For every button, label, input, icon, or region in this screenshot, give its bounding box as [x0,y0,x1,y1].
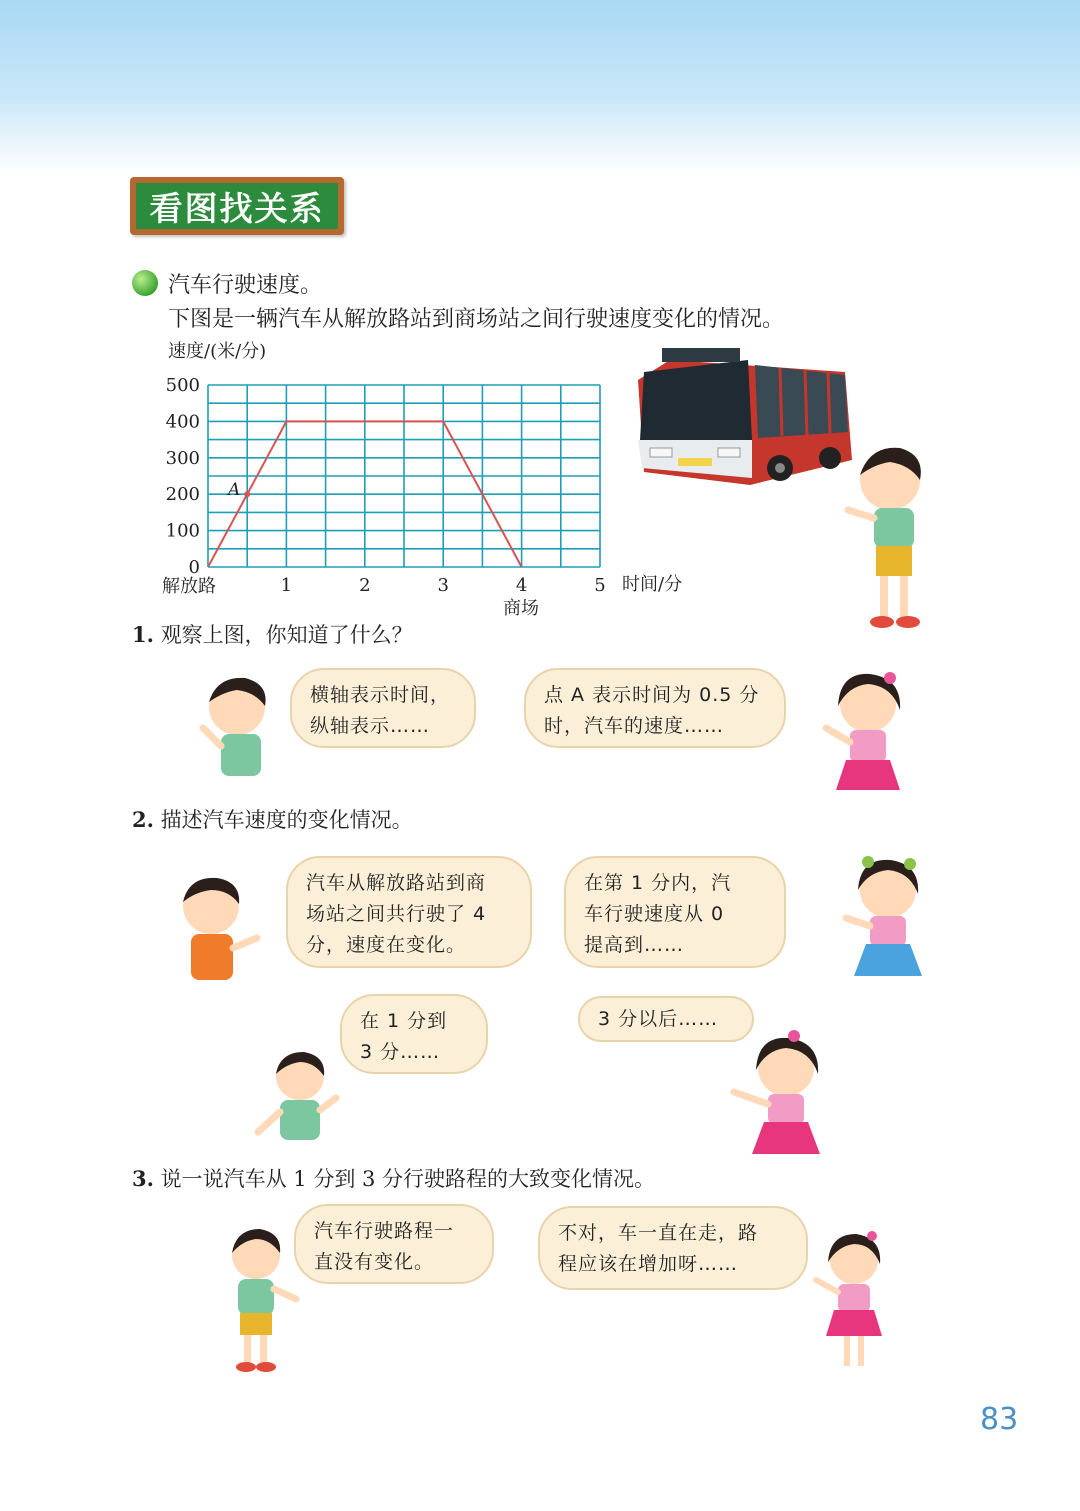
section-title: 看图找关系 [136,183,338,229]
section-title-board [130,177,344,235]
speech-bubble-7 [294,1204,494,1284]
x-axis-label: 时间/分 [622,574,683,595]
bubble-7-line-1: 汽车行驶路程一 [314,1220,455,1242]
speech-bubble-2 [524,668,786,748]
bubble-5-line-1: 在 1 分到 [360,1010,448,1032]
x-tick-labels [281,575,606,596]
girl-illustration-1 [818,668,918,798]
y-tick-label: 0 [188,557,200,578]
question-2 [132,804,413,834]
y-tick-label: 400 [165,411,200,433]
y-tick-label: 100 [165,520,200,542]
y-axis-label: 速度/(米/分) [168,341,267,362]
y-tick-label: 300 [165,447,200,469]
bubble-3-line-2: 场站之间共行驶了 4 [306,903,487,925]
bubble-3-line-3: 分，速度在变化。 [306,934,467,956]
question-1-text: 观察上图，你知道了什么？ [160,623,413,647]
start-label: 解放路 [162,576,216,597]
bubble-2-line-1: 点 A 表示时间为 0.5 分 [544,684,760,706]
speed-time-chart [150,335,710,625]
y-tick-label: 500 [165,375,200,396]
question-3 [132,1163,655,1193]
bubble-7-line-2: 直没有变化。 [314,1251,435,1273]
boy-illustration-3 [175,872,270,984]
bubble-2-line-2: 时，汽车的速度…… [544,715,725,737]
sky-gradient-header [0,0,1080,175]
bubble-1-line-2: 纵轴表示…… [310,715,431,737]
speech-bubble-5 [340,994,488,1074]
speech-bubble-1 [290,668,476,748]
y-tick-labels [166,375,200,578]
x-tick-label: 3 [437,575,449,596]
x-tick-label: 5 [594,575,606,596]
question-1 [132,619,413,649]
bubble-4-line-3: 提高到…… [584,934,685,956]
speech-bubble-3 [286,856,532,968]
bubble-5-line-2: 3 分…… [360,1041,441,1063]
girl-illustration-3 [728,1030,833,1158]
bubble-6-line-1: 3 分以后…… [598,1008,719,1030]
bubble-8-line-1: 不对，车一直在走，路 [558,1222,759,1244]
point-a-marker [244,491,250,497]
end-label: 商场 [503,598,539,619]
question-3-text: 说一说汽车从 1 分到 3 分行驶路程的大致变化情况。 [160,1167,656,1191]
x-tick-label: 2 [359,575,371,596]
intro-text: 下图是一辆汽车从解放路站到商场站之间行驶速度变化的情况。 [168,307,785,332]
question-2-number: 2. [132,807,154,832]
bubble-3-line-1: 汽车从解放路站到商 [306,872,487,894]
question-3-number: 3. [132,1166,154,1191]
bubble-4-line-2: 车行驶速度从 0 [584,903,725,925]
chart-grid [208,385,600,567]
bubble-8-line-2: 程应该在增加呀…… [558,1253,739,1275]
point-a-label: A [228,480,241,500]
intro-heading: 汽车行驶速度。 [168,273,323,298]
x-tick-label: 4 [515,575,528,596]
boy-illustration-2 [195,672,275,792]
speech-bubble-8 [538,1206,808,1290]
bus-photo [630,340,860,490]
speech-bubble-6 [578,996,754,1042]
question-2-text: 描述汽车速度的变化情况。 [160,808,413,832]
bubble-1-line-1: 横轴表示时间， [310,684,451,706]
question-1-number: 1. [132,622,154,647]
bubble-4-line-1: 在第 1 分内，汽 [584,872,732,894]
boy-illustration-4 [250,1048,340,1143]
page-number: 83 [980,1402,1019,1437]
x-tick-label: 1 [280,575,293,596]
boy-illustration-5 [218,1225,303,1375]
y-tick-label: 200 [165,484,200,506]
green-dot-icon [132,270,158,296]
boy-illustration-1 [840,440,930,635]
girl-illustration-2 [838,850,928,985]
girl-illustration-4 [810,1228,890,1373]
speech-bubble-4 [564,856,786,968]
